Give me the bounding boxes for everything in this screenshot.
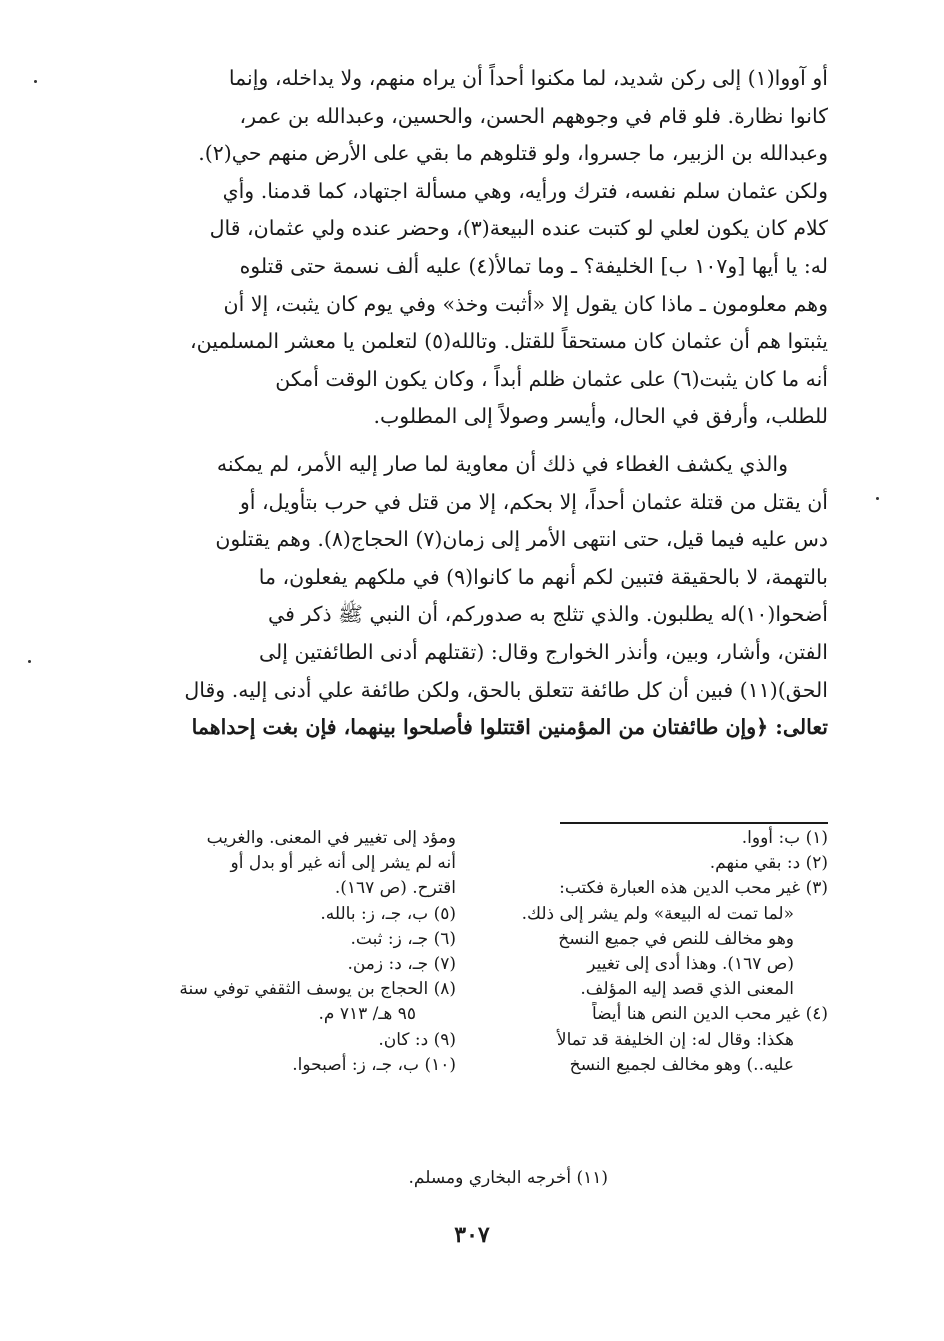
text-line: له: يا أيها [و١٠٧ ب] الخليفة؟ ـ وما تمالأ(٤) عليه ألف نسمة حتى قتلوه bbox=[239, 253, 828, 278]
footnote-line: المعنى الذي قصد إليه المؤلف. bbox=[580, 979, 794, 1000]
footnote-line: (٧) جـ، د: زمن. bbox=[347, 954, 456, 975]
text-line: كلام كان يكون لعلي لو كتبت عنده البيعة(٣)، وحضر عنده ولي عثمان، قال bbox=[209, 216, 828, 241]
text-line: يثبتوا هم أن عثمان كان مستحقاً للقتل. وتالله(٥) لتعلمن يا معشر المسلمين، bbox=[189, 329, 828, 354]
scan-speck bbox=[34, 80, 37, 83]
footnote-line: (١١) أخرجه البخاري ومسلم. bbox=[408, 1168, 608, 1188]
footnote-line: (١٠) ب، جـ، ز: أصبحوا. bbox=[292, 1054, 456, 1075]
text-line: ولكن عثمان سلم نفسه، فترك ورأيه، وهي مسألة اجتهاد، كما قدمنا. وأي bbox=[222, 178, 828, 203]
footnote-line: (٥) ب، جـ، ز: بالله. bbox=[320, 903, 456, 924]
quran-verse-line: تعالى: ﴿وإن طائفتان من المؤمنين اقتتلوا فأصلحوا بينهما، فإن بغت إحداهما bbox=[191, 715, 828, 740]
footnote-line: عليه..) وهو مخالف لجميع النسخ bbox=[569, 1054, 794, 1075]
footnote-line: «لما تمت له البيعة» ولم يشر إلى ذلك. bbox=[521, 903, 794, 924]
footnotes-left-column bbox=[100, 826, 456, 1078]
text-line: دس عليه فيما قيل، حتى انتهى الأمر إلى زمان(٧) الحجاج(٨). وهم يقتلون bbox=[215, 527, 828, 552]
text-line: بالتهمة، لا بالحقيقة فتبين لكم أنهم ما كانوا(٩) في ملكهم يفعلون، ما bbox=[258, 564, 828, 589]
text-line: أضحوا(١٠)له يطلبون. والذي تثلج به صدوركم، أن النبي ﷺ ذكر في bbox=[268, 602, 828, 627]
paragraph-2 bbox=[128, 446, 828, 747]
footnotes-right-column bbox=[483, 826, 828, 1078]
footnote-line: وهو مخالف للنص في جميع النسخ bbox=[558, 928, 794, 949]
text-line: أنه ما كان يثبت(٦) على عثمان ظلم أبداً ، وكان يكون الوقت أمكن bbox=[275, 366, 828, 391]
text-line: أو آووا(١) إلى ركن شديد، لما مكنوا أحداً أن يراه منهم، ولا يداخله، وإنما bbox=[228, 66, 828, 90]
footnote-separator bbox=[560, 822, 828, 824]
footnote-line: (١) ب: أووا. bbox=[741, 828, 828, 848]
footnote-line: (٤) غير محب الدين النص هنا أيضاً bbox=[591, 1004, 828, 1025]
footnote-line: (٦) جـ، ز: ثبت. bbox=[350, 928, 456, 949]
text-line: وعبدالله بن الزبير، ما جسروا، ولو قتلوهم ما بقي على الأرض منهم حي(٢). bbox=[198, 141, 828, 166]
text-line: أن يقتل من قتلة عثمان أحداً، إلا بحكم، إلا من قتل في حرب بتأويل، أو bbox=[239, 489, 828, 514]
footnote-line: (٩) د: كان. bbox=[378, 1029, 456, 1050]
text-line: للطلب، وأرفق في الحال، وأيسر وصولاً إلى المطلوب. bbox=[373, 404, 828, 429]
footnote-line: ومؤد إلى تغيير في المعنى. والغريب bbox=[206, 828, 456, 848]
page-number: ٣٠٧ bbox=[454, 1222, 490, 1248]
footnote-line: (ص ١٦٧). وهذا أدى إلى تغيير bbox=[587, 954, 794, 975]
footnote-line: (٢) د: بقي منهم. bbox=[709, 853, 828, 874]
text-line: الفتن، وأشار، وبين، وأنذر الخوارج وقال: (تقتلهم أدنى الطائفتين إلى bbox=[258, 639, 828, 664]
footnote-line: هكذا: وقال له: إن الخليفة قد تمالأ bbox=[556, 1029, 794, 1050]
footnote-line: اقترح. (ص ١٦٧). bbox=[334, 878, 456, 899]
paragraph-1 bbox=[128, 60, 828, 436]
text-line: الحق)(١١) فبين أن كل طائفة تتعلق بالحق، ولكن طائفة علي أدنى إليه. وقال bbox=[184, 677, 828, 702]
footnote-line: (٨) الحجاج بن يوسف الثقفي توفي سنة bbox=[179, 979, 456, 1000]
scan-speck bbox=[876, 497, 879, 500]
footnote-line: (٣) غير محب الدين هذه العبارة فكتب: bbox=[559, 878, 828, 899]
footnote-line: أنه لم يشر إلى أنه غير أو بدل أو bbox=[230, 853, 456, 874]
text-line: كانوا نظارة. فلو قام في وجوههم الحسن، والحسين، وعبدالله بن عمر، bbox=[239, 103, 828, 128]
main-text bbox=[128, 60, 828, 747]
text-line: والذي يكشف الغطاء في ذلك أن معاوية لما صار إليه الأمر، لم يمكنه bbox=[216, 451, 788, 476]
scan-speck bbox=[28, 660, 31, 663]
footnote-line: ٩٥ هـ/ ٧١٣ م. bbox=[318, 1004, 416, 1025]
text-line: وهم معلومون ـ ماذا كان يقول إلا «أثبت وخذ» وفي يوم كان يثبت، إلا أن bbox=[223, 291, 828, 316]
